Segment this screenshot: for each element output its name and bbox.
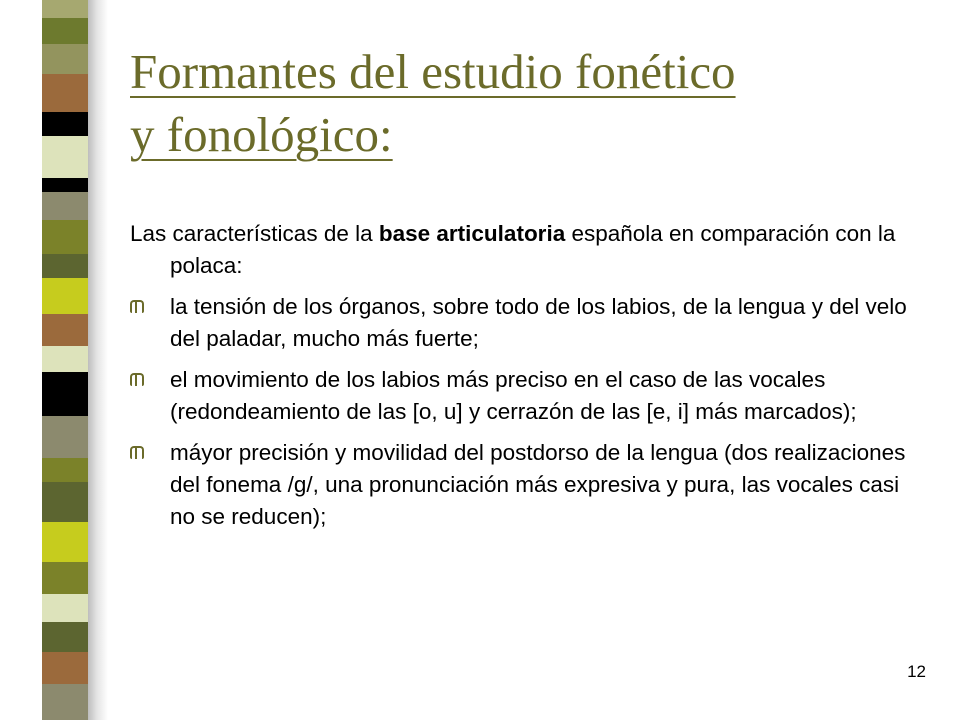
bullet-item-text: el movimiento de los labios más preciso en el caso de las vocales (redondeamiento de las [o, u] y cerrazón de las [e, i] más marcados); xyxy=(170,367,857,424)
bullet-item-text: la tensión de los órganos, sobre todo de los labios, de la lengua y del velo del paladar, mucho más fuerte; xyxy=(170,294,907,351)
slide-title-line-2: y fonológico: xyxy=(130,107,393,162)
slide-title-line-1: Formantes del estudio fonético xyxy=(130,44,736,99)
strip-block xyxy=(42,112,88,136)
page-number: 12 xyxy=(907,662,926,681)
strip-block xyxy=(42,416,88,458)
slide-title xyxy=(130,40,910,166)
strip-block xyxy=(42,220,88,254)
strip-block xyxy=(42,18,88,44)
bullet-item xyxy=(130,364,930,428)
slide-body xyxy=(130,218,930,542)
bullet-item-text: máyor precisión y movilidad del postdorso de la lengua (dos realizaciones del fonema /g/, una pronunciación más expresiva y pura, las vocales casi no se reducen); xyxy=(170,440,906,529)
strip-block xyxy=(42,372,88,416)
strip-block xyxy=(42,482,88,522)
strip-block xyxy=(42,278,88,314)
bullet-item xyxy=(130,291,930,355)
strip-block xyxy=(42,136,88,178)
strip-block xyxy=(42,178,88,192)
intro-text-start: Las características de la xyxy=(130,221,379,246)
strip-block xyxy=(42,44,88,74)
strip-block xyxy=(42,254,88,278)
bullet-icon xyxy=(130,446,144,459)
strip-block xyxy=(42,74,88,112)
intro-paragraph xyxy=(130,218,930,282)
intro-text-end: española en comparación con la polaca: xyxy=(170,221,896,278)
strip-block xyxy=(42,594,88,622)
strip-block xyxy=(42,314,88,346)
strip-block xyxy=(42,622,88,652)
strip-block xyxy=(42,522,88,562)
strip-block xyxy=(42,0,88,18)
strip-block xyxy=(42,684,88,720)
strip-block xyxy=(42,458,88,482)
strip-shadow xyxy=(88,0,108,720)
intro-bold-term: base articulatoria xyxy=(378,221,566,246)
bullet-icon xyxy=(130,373,144,386)
bullet-item xyxy=(130,437,930,533)
bullet-icon xyxy=(130,300,144,313)
decorative-color-strip xyxy=(42,0,88,720)
strip-block xyxy=(42,562,88,594)
strip-block xyxy=(42,652,88,684)
strip-block xyxy=(42,192,88,220)
strip-block xyxy=(42,346,88,372)
